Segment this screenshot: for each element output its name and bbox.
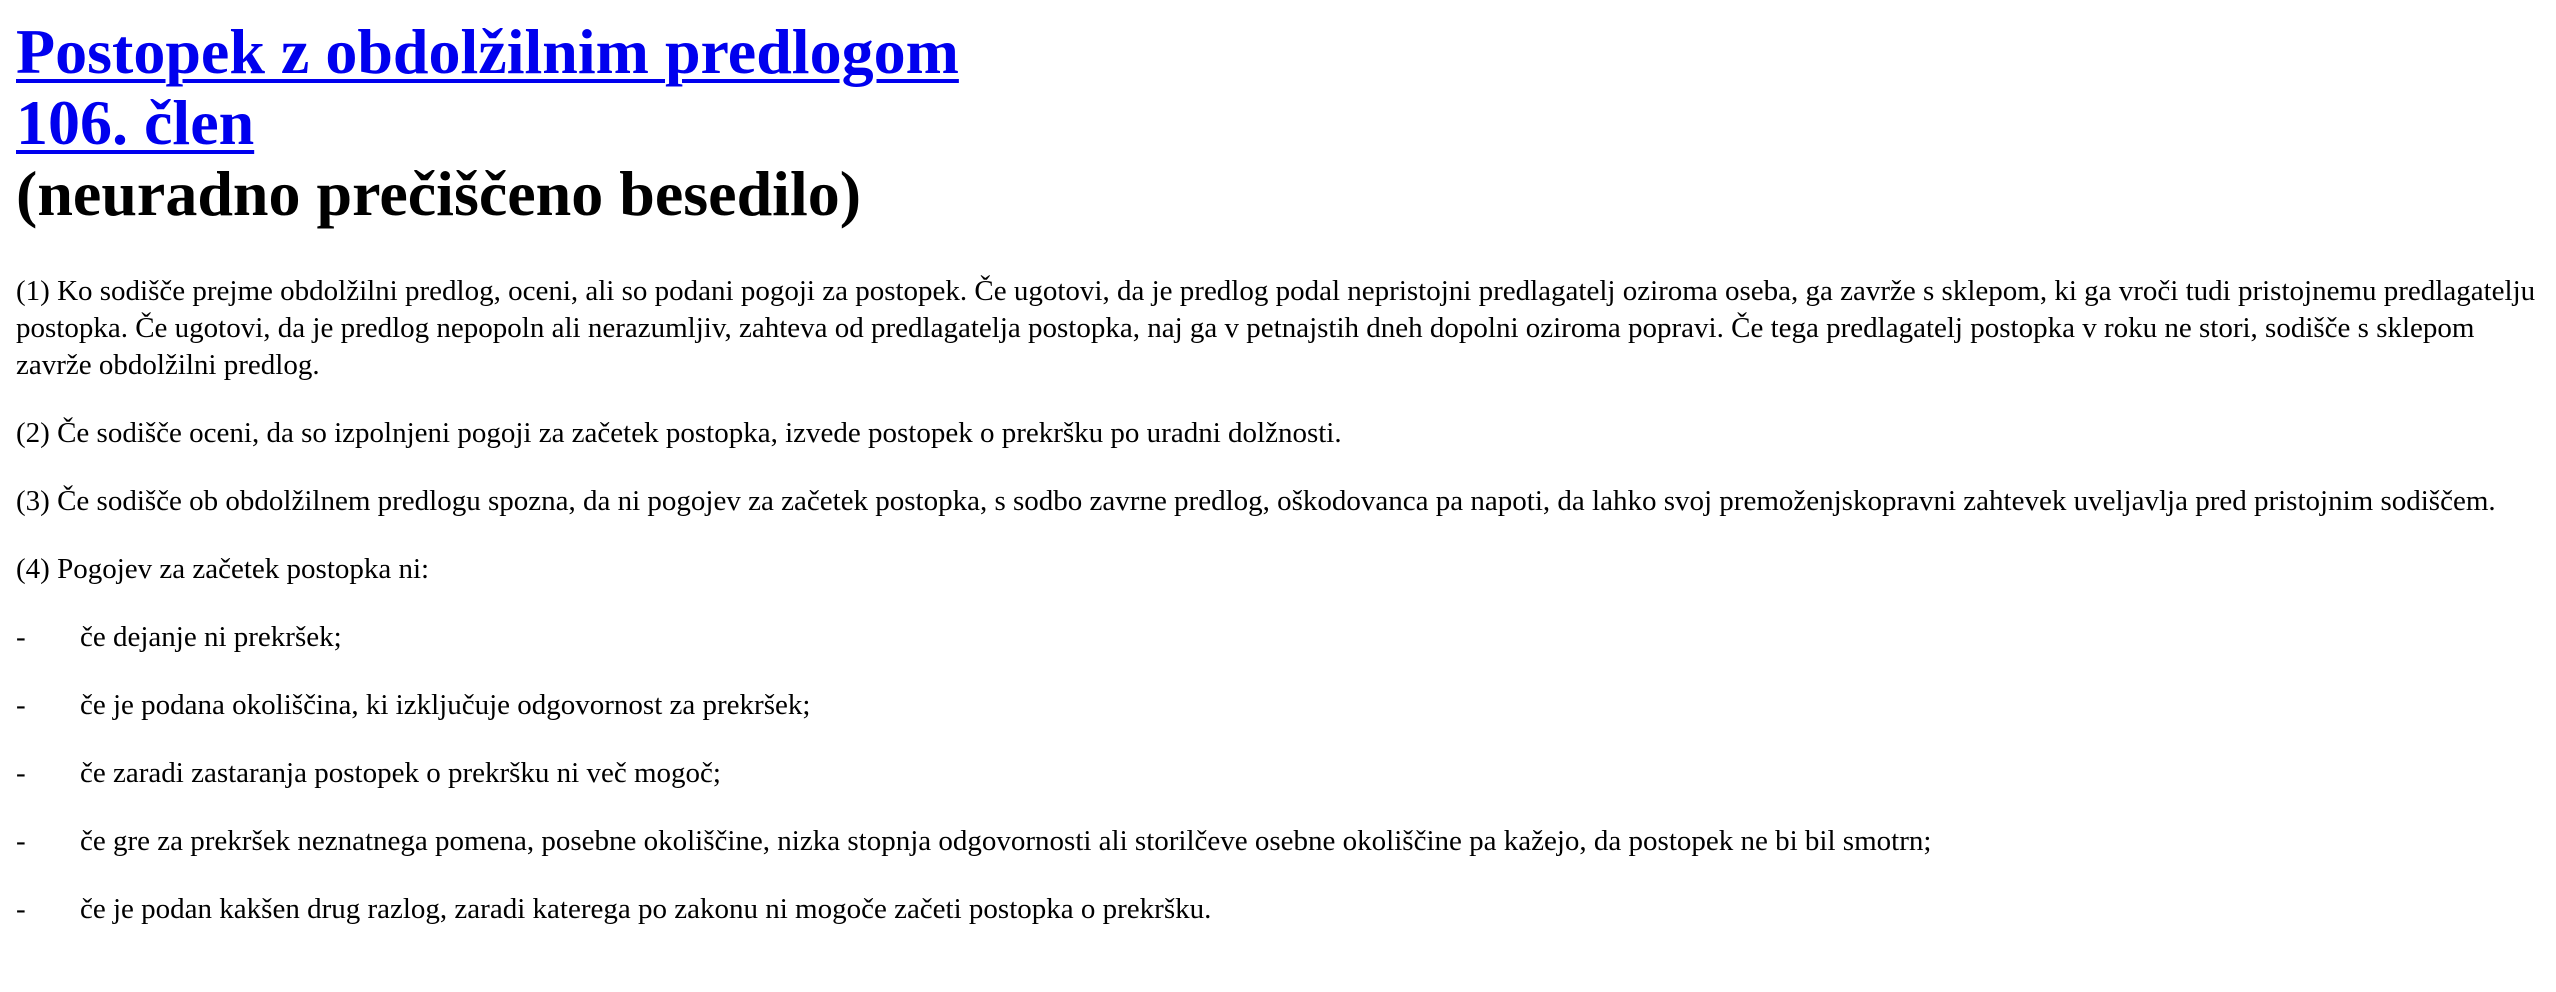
procedure-title-link[interactable]: Postopek z obdolžilnim predlogom	[16, 16, 959, 87]
list-item	[16, 755, 2540, 792]
title-block	[16, 16, 2540, 229]
paragraph-3: (3) Če sodišče ob obdolžilnem predlogu spozna, da ni pogojev za začetek postopka, s sodbo zavrne predlog, oškodovanca pa napoti, da lahko svoj premoženjskopravni zahtevek uveljavlja pred pristojnim sodiščem.	[16, 485, 2496, 517]
list-item-text: če je podan kakšen drug razlog, zaradi katerega po zakonu ni mogoče začeti postopka o prekršku.	[80, 893, 1212, 925]
list-item	[16, 687, 2540, 724]
list-item	[16, 619, 2540, 656]
list-item-text: če je podana okoliščina, ki izključuje odgovornost za prekršek;	[80, 689, 811, 721]
list-item	[16, 823, 2540, 860]
list-marker: -	[16, 757, 26, 789]
paragraph-2: (2) Če sodišče oceni, da so izpolnjeni pogoji za začetek postopka, izvede postopek o prekršku po uradni dolžnosti.	[16, 417, 1342, 449]
paragraph-4: (4) Pogojev za začetek postopka ni:	[16, 553, 430, 585]
list-item-text: če zaradi zastaranja postopek o prekršku ni več mogoč;	[80, 757, 721, 789]
list-item	[16, 891, 2540, 928]
article-number-link[interactable]: 106. člen	[16, 87, 255, 158]
list-marker: -	[16, 893, 26, 925]
list-marker: -	[16, 825, 26, 857]
article-heading	[16, 16, 2540, 229]
paragraph-1: (1) Ko sodišče prejme obdolžilni predlog, oceni, ali so podani pogoji za postopek. Če ugotovi, da je predlog podal nepristojni predlagatelj oziroma oseba, ga zavrže s sklepom, ki ga vroči tudi pristojnemu predlagatelju postopka. Če ugotovi, da je predlog nepopoln ali nerazumljiv, zahteva od predlagatelja postopka, naj ga v petnajstih dneh dopolni oziroma popravi. Če tega predlagatelj postopka v roku ne stori, sodišče s sklepom zavrže obdolžilni predlog.	[16, 275, 2536, 381]
list-item-text: če dejanje ni prekršek;	[80, 621, 342, 653]
list-marker: -	[16, 621, 26, 653]
conditions-list	[16, 619, 2540, 928]
unofficial-consolidated-label: (neuradno prečiščeno besedilo)	[16, 158, 862, 229]
list-item-text: če gre za prekršek neznatnega pomena, posebne okoliščine, nizka stopnja odgovornosti ali storilčeve osebne okoliščine pa kažejo, da postopek ne bi bil smotrn;	[80, 825, 1932, 857]
list-marker: -	[16, 689, 26, 721]
